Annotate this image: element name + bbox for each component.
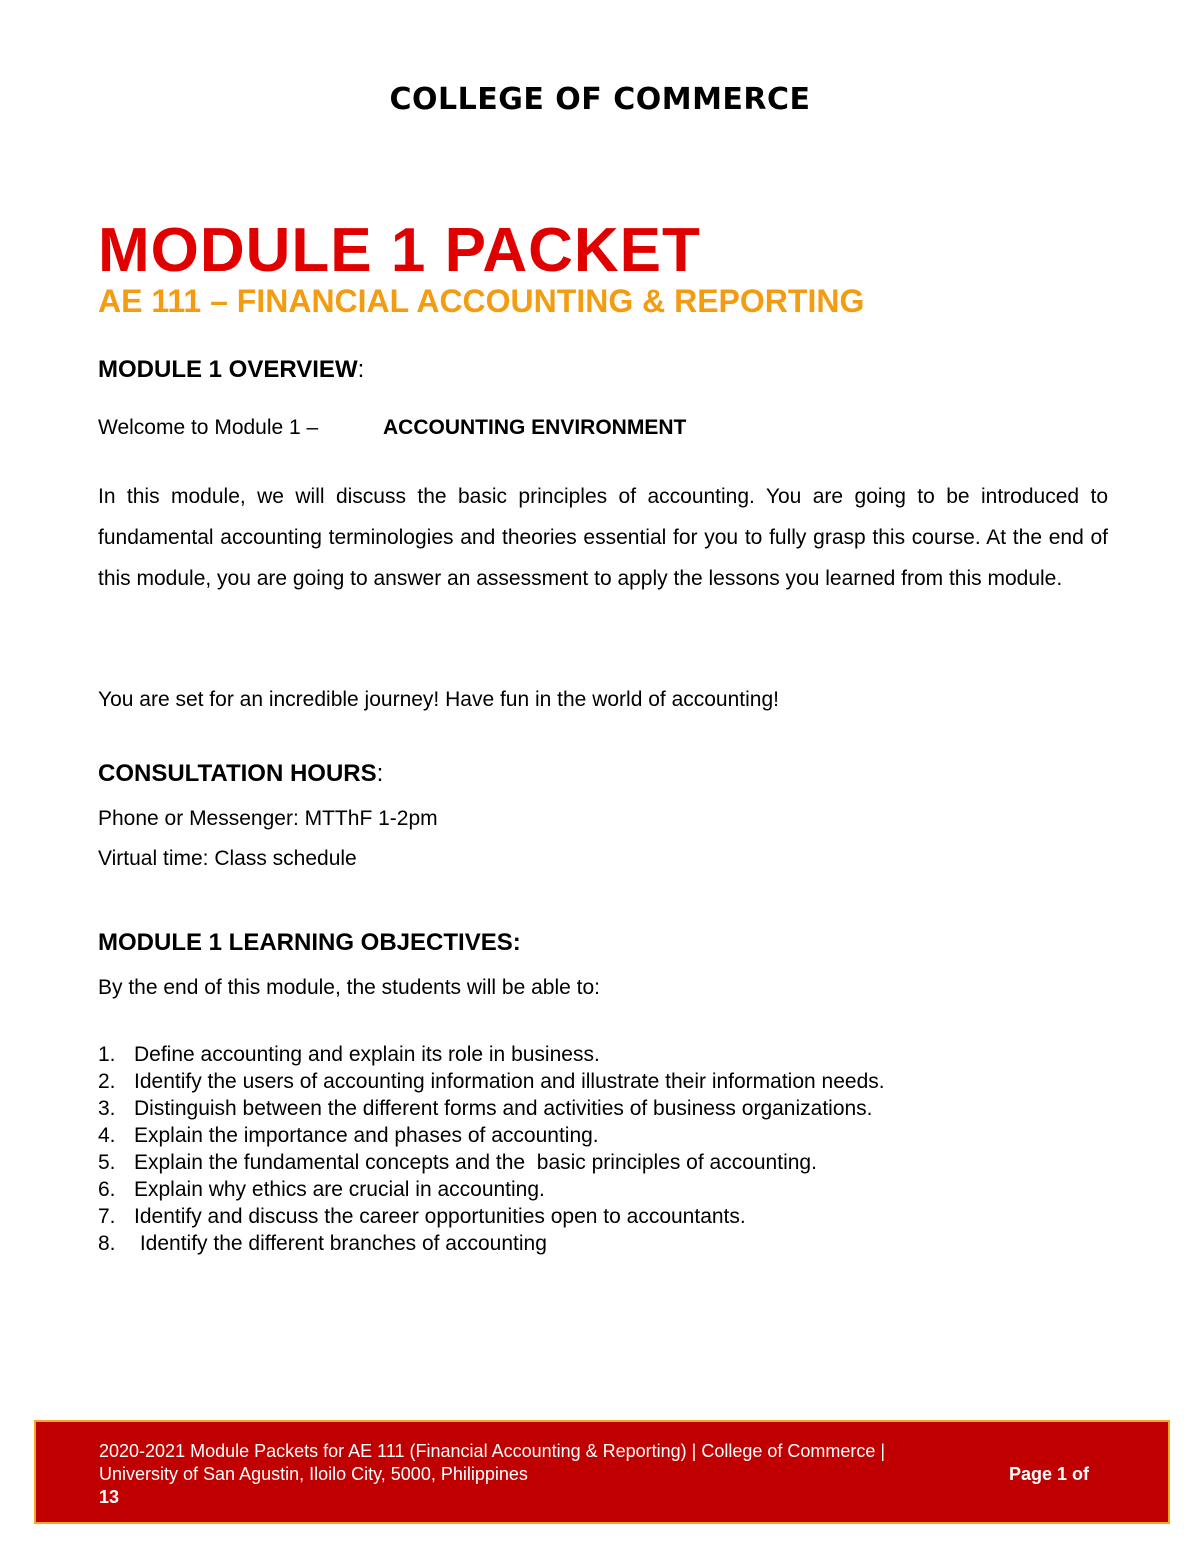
course-title: AE 111 – FINANCIAL ACCOUNTING & REPORTING (98, 283, 865, 319)
overview-heading-colon: : (357, 356, 365, 383)
footer-line1: 2020-2021 Module Packets for AE 111 (Financial Accounting & Reporting) | College of Commerce | (99, 1441, 886, 1461)
module-title: MODULE 1 PACKET (98, 216, 701, 285)
objective-text: Identify the different branches of accounting (134, 1232, 547, 1255)
objectives-heading: MODULE 1 LEARNING OBJECTIVES: (98, 929, 521, 956)
footer-page-label: Page 1 of (1008, 1464, 1089, 1484)
objective-number: 4. (98, 1124, 116, 1147)
objective-text: Explain the fundamental concepts and the basic principles of accounting. (134, 1151, 817, 1174)
overview-closing: You are set for an incredible journey! Have fun in the world of accounting! (98, 688, 779, 711)
objective-item (98, 1041, 885, 1068)
objective-item (98, 1203, 885, 1230)
welcome-label: Welcome to Module 1 – (98, 416, 319, 439)
objective-item (98, 1095, 885, 1122)
objective-text: Explain why ethics are crucial in accounting. (134, 1178, 545, 1201)
objective-number: 6. (98, 1178, 116, 1201)
overview-heading-text: MODULE 1 OVERVIEW (98, 356, 358, 383)
consultation-virtual: Virtual time: Class schedule (98, 847, 357, 870)
objective-number: 8. (98, 1232, 116, 1255)
objective-number: 2. (98, 1070, 116, 1093)
objective-text: Identify and discuss the career opportunities open to accountants. (134, 1205, 746, 1228)
objective-text: Distinguish between the different forms and activities of business organizations. (134, 1097, 873, 1120)
college-header: COLLEGE OF COMMERCE (389, 82, 811, 117)
consultation-heading-text: CONSULTATION HOURS (98, 760, 377, 787)
objective-text: Explain the importance and phases of accounting. (134, 1124, 599, 1147)
consultation-heading-colon: : (376, 760, 384, 787)
footer-page-total: 13 (99, 1487, 120, 1507)
objective-item (98, 1068, 885, 1095)
overview-heading (98, 356, 364, 384)
footer-address: University of San Agustin, Iloilo City, 5000, Philippines (99, 1464, 528, 1484)
consultation-heading (98, 760, 383, 788)
objective-item (98, 1149, 885, 1176)
objectives-list (98, 1041, 885, 1257)
objective-number: 5. (98, 1151, 116, 1174)
objective-item (98, 1122, 885, 1149)
objective-number: 3. (98, 1097, 116, 1120)
objective-item (98, 1230, 885, 1257)
objective-text: Identify the users of accounting information and illustrate their information needs. (134, 1070, 885, 1093)
objective-number: 7. (98, 1205, 116, 1228)
objective-number: 1. (98, 1043, 116, 1066)
objective-text: Define accounting and explain its role in business. (134, 1043, 600, 1066)
footer-line2 (99, 1463, 1089, 1486)
consultation-phone: Phone or Messenger: MTThF 1-2pm (98, 807, 438, 830)
overview-paragraph: In this module, we will discuss the basic principles of accounting. You are going to be introduced to fundamental accounting terminologies and theories essential for you to fully grasp this course. At the end of this module, you are going to answer an assessment to apply the lessons you learned from this module. (98, 485, 1108, 590)
welcome-topic: ACCOUNTING ENVIRONMENT (383, 416, 687, 439)
objective-item (98, 1176, 885, 1203)
objectives-intro: By the end of this module, the students will be able to: (98, 976, 600, 999)
footer-text (99, 1440, 1089, 1509)
page-footer (34, 1420, 1170, 1524)
